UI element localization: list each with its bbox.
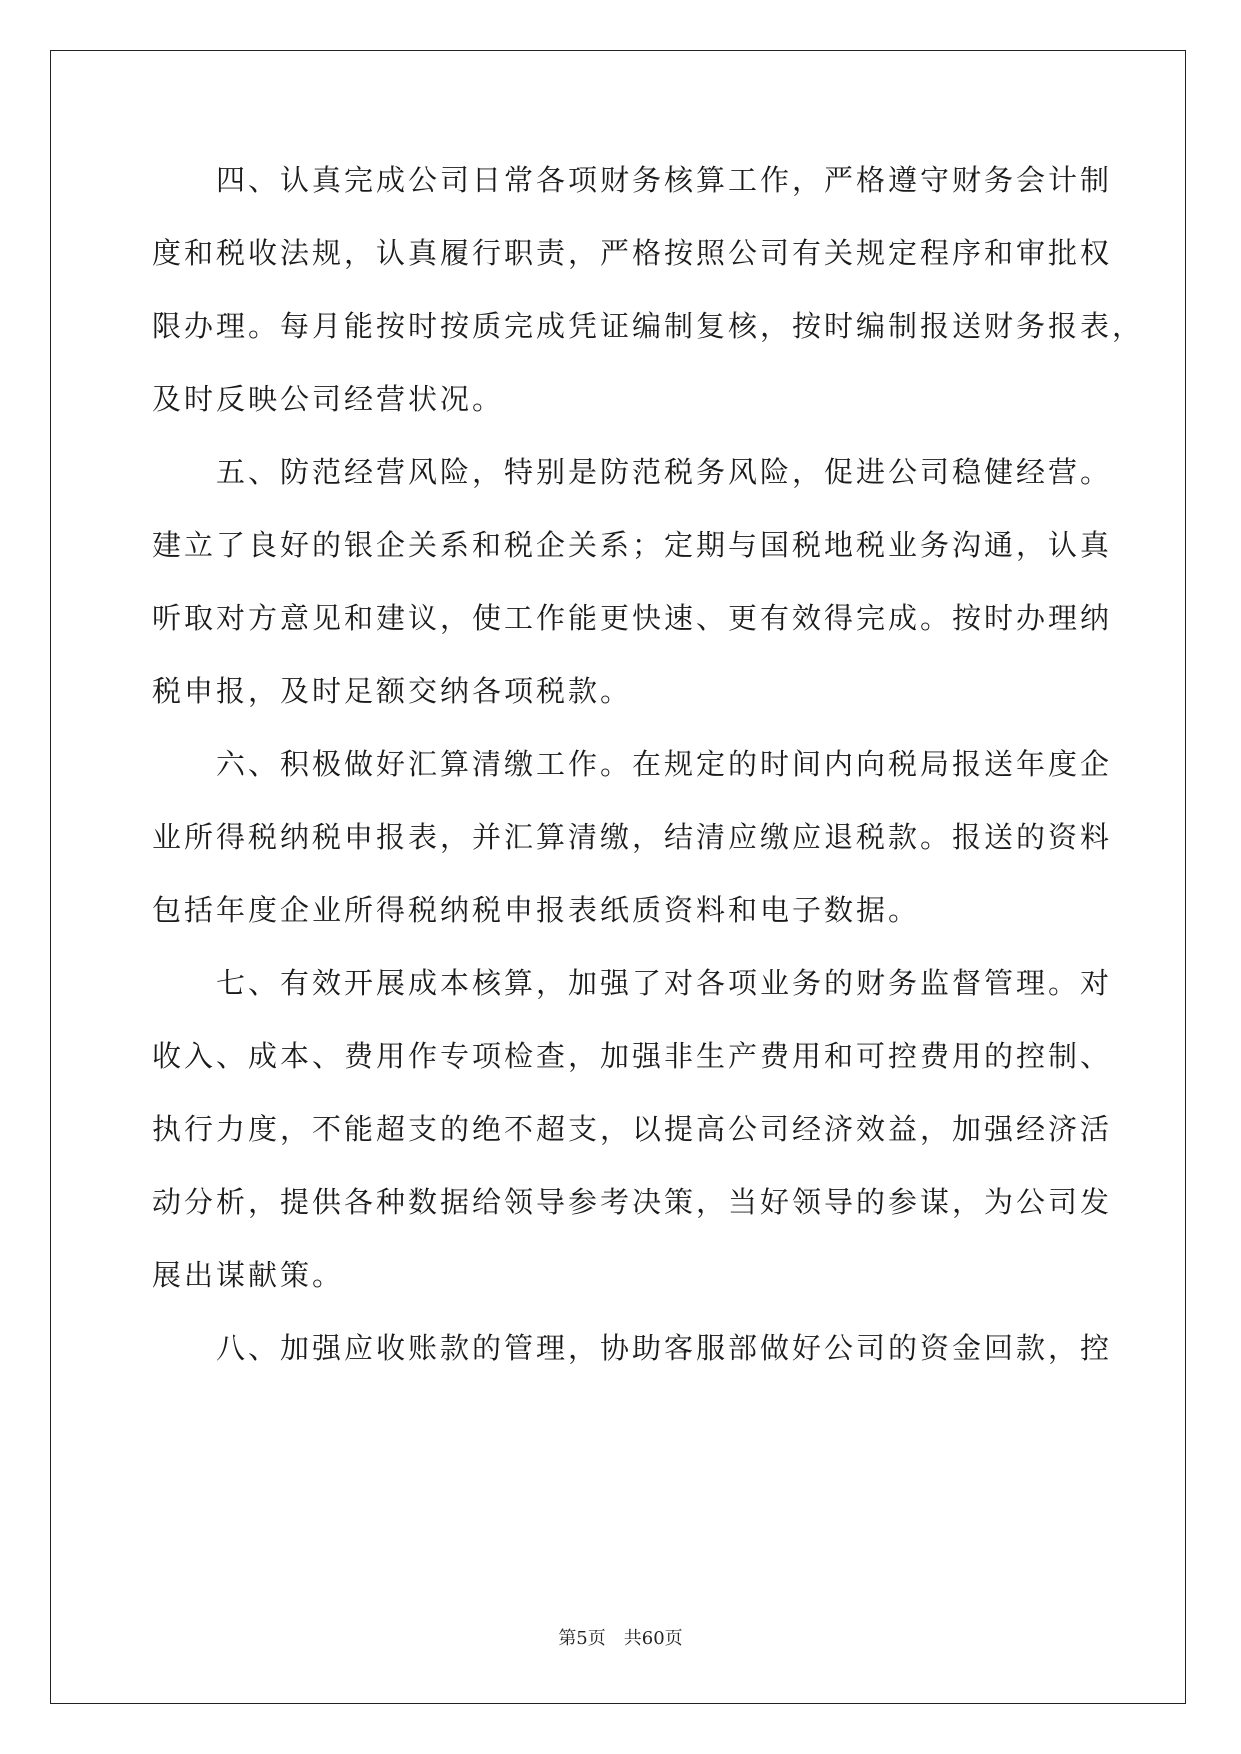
page-border [50, 50, 1186, 1704]
paragraph-4-line-4: 及时反映公司经营状况。 [152, 382, 505, 416]
paragraph-5-line-1: 五、防范经营风险，特别是防范税务风险，促进公司稳健经营。 [216, 455, 1113, 489]
paragraph-4-line-1: 四、认真完成公司日常各项财务核算工作，严格遵守财务会计制 [216, 163, 1113, 197]
paragraph-5-line-3: 听取对方意见和建议，使工作能更快速、更有效得完成。按时办理纳 [152, 601, 1113, 635]
paragraph-7-line-5: 展出谋献策。 [152, 1258, 345, 1292]
paragraph-6-line-2: 业所得税纳税申报表，并汇算清缴，结清应缴应退税款。报送的资料 [152, 820, 1113, 854]
paragraph-7-line-3: 执行力度，不能超支的绝不超支，以提高公司经济效益，加强经济活 [152, 1112, 1113, 1146]
paragraph-7-line-2: 收入、成本、费用作专项检查，加强非生产费用和可控费用的控制、 [152, 1039, 1113, 1073]
paragraph-4-line-3: 限办理。每月能按时按质完成凭证编制复核，按时编制报送财务报表， [152, 309, 1145, 343]
paragraph-5-line-2: 建立了良好的银企关系和税企关系；定期与国税地税业务沟通，认真 [152, 528, 1113, 562]
paragraph-7-line-1: 七、有效开展成本核算，加强了对各项业务的财务监督管理。对 [216, 966, 1113, 1000]
paragraph-8-line-1: 八、加强应收账款的管理，协助客服部做好公司的资金回款，控 [216, 1331, 1113, 1365]
paragraph-6-line-1: 六、积极做好汇算清缴工作。在规定的时间内向税局报送年度企 [216, 747, 1113, 781]
paragraph-6-line-3: 包括年度企业所得税纳税申报表纸质资料和电子数据。 [152, 893, 921, 927]
page-number-footer: 第5页 共60页 [558, 1628, 683, 1649]
paragraph-5-line-4: 税申报，及时足额交纳各项税款。 [152, 674, 633, 708]
paragraph-7-line-4: 动分析，提供各种数据给领导参考决策，当好领导的参谋，为公司发 [152, 1185, 1113, 1219]
paragraph-4-line-2: 度和税收法规，认真履行职责，严格按照公司有关规定程序和审批权 [152, 236, 1113, 270]
